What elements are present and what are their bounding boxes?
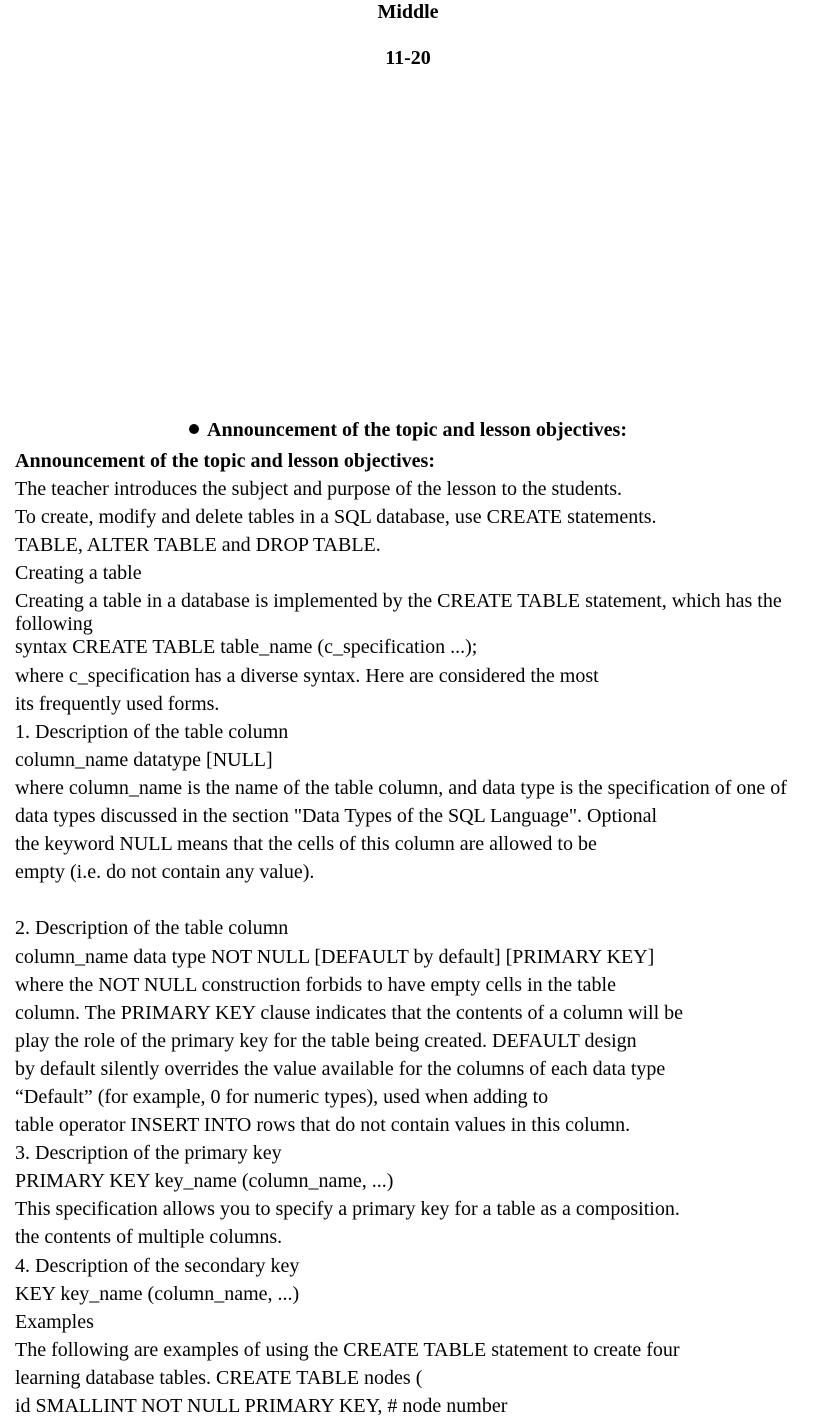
text-line: The teacher introduces the subject and purpose of the lesson to the students. <box>15 478 623 501</box>
grade-range-heading: 11-20 <box>385 47 431 69</box>
text-line: KEY key_name (column_name, ...) <box>15 1282 300 1305</box>
text-line: column_name data type NOT NULL [DEFAULT by default] [PRIMARY KEY] <box>15 945 655 968</box>
text-line: Creating a table in a database is implemented by the CREATE TABLE statement, which has the following <box>15 590 782 636</box>
text-line: TABLE, ALTER TABLE and DROP TABLE. <box>15 534 381 557</box>
text-line: 2. Description of the table column <box>15 917 289 940</box>
text-line: “Default” (for example, 0 for numeric types), used when adding to <box>15 1085 549 1108</box>
text-line: Creating a table <box>15 562 142 585</box>
text-line: syntax CREATE TABLE table_name (c_specification ...); <box>15 636 478 659</box>
text-line: id SMALLINT NOT NULL PRIMARY KEY, # node number <box>15 1395 508 1417</box>
text-line: column_name datatype [NULL] <box>15 748 273 771</box>
text-line: its frequently used forms. <box>15 692 220 715</box>
text-line: 3. Description of the primary key <box>15 1142 282 1165</box>
text-line: where the NOT NULL construction forbids to have empty cells in the table <box>15 973 616 996</box>
bullet-heading-text: Announcement of the topic and lesson objectives: <box>207 419 627 441</box>
text-line: the keyword NULL means that the cells of this column are allowed to be <box>15 833 597 856</box>
text-line: where column_name is the name of the table column, and data type is the specification of one of <box>15 776 787 799</box>
text-line: learning database tables. CREATE TABLE nodes ( <box>15 1366 423 1389</box>
text-line: table operator INSERT INTO rows that do not contain values in this column. <box>15 1114 631 1137</box>
section-heading-line: Announcement of the topic and lesson objectives: <box>15 450 435 472</box>
bullet-icon <box>189 424 199 434</box>
text-line: play the role of the primary key for the table being created. DEFAULT design <box>15 1029 637 1052</box>
text-line: This specification allows you to specify a primary key for a table as a composition. <box>15 1198 680 1221</box>
text-line: 1. Description of the table column <box>15 720 289 743</box>
text-line: column. The PRIMARY KEY clause indicates that the contents of a column will be <box>15 1001 684 1024</box>
grade-level-heading: Middle <box>377 1 439 23</box>
lesson-body-text <box>15 450 805 1417</box>
text-line: PRIMARY KEY key_name (column_name, ...) <box>15 1170 394 1193</box>
text-line: data types discussed in the section "Data Types of the SQL Language". Optional <box>15 805 658 828</box>
text-line: by default silently overrides the value available for the columns of each data type <box>15 1057 666 1080</box>
text-line: where c_specification has a diverse syntax. Here are considered the most <box>15 664 599 687</box>
text-line: Examples <box>15 1310 94 1333</box>
text-line: empty (i.e. do not contain any value). <box>15 861 315 884</box>
text-line: The following are examples of using the CREATE TABLE statement to create four <box>15 1338 680 1361</box>
topic-objectives-bullet <box>0 418 816 442</box>
text-line: To create, modify and delete tables in a SQL database, use CREATE statements. <box>15 506 657 529</box>
text-line: the contents of multiple columns. <box>15 1226 283 1249</box>
text-line <box>15 889 805 917</box>
text-line: 4. Description of the secondary key <box>15 1254 300 1277</box>
